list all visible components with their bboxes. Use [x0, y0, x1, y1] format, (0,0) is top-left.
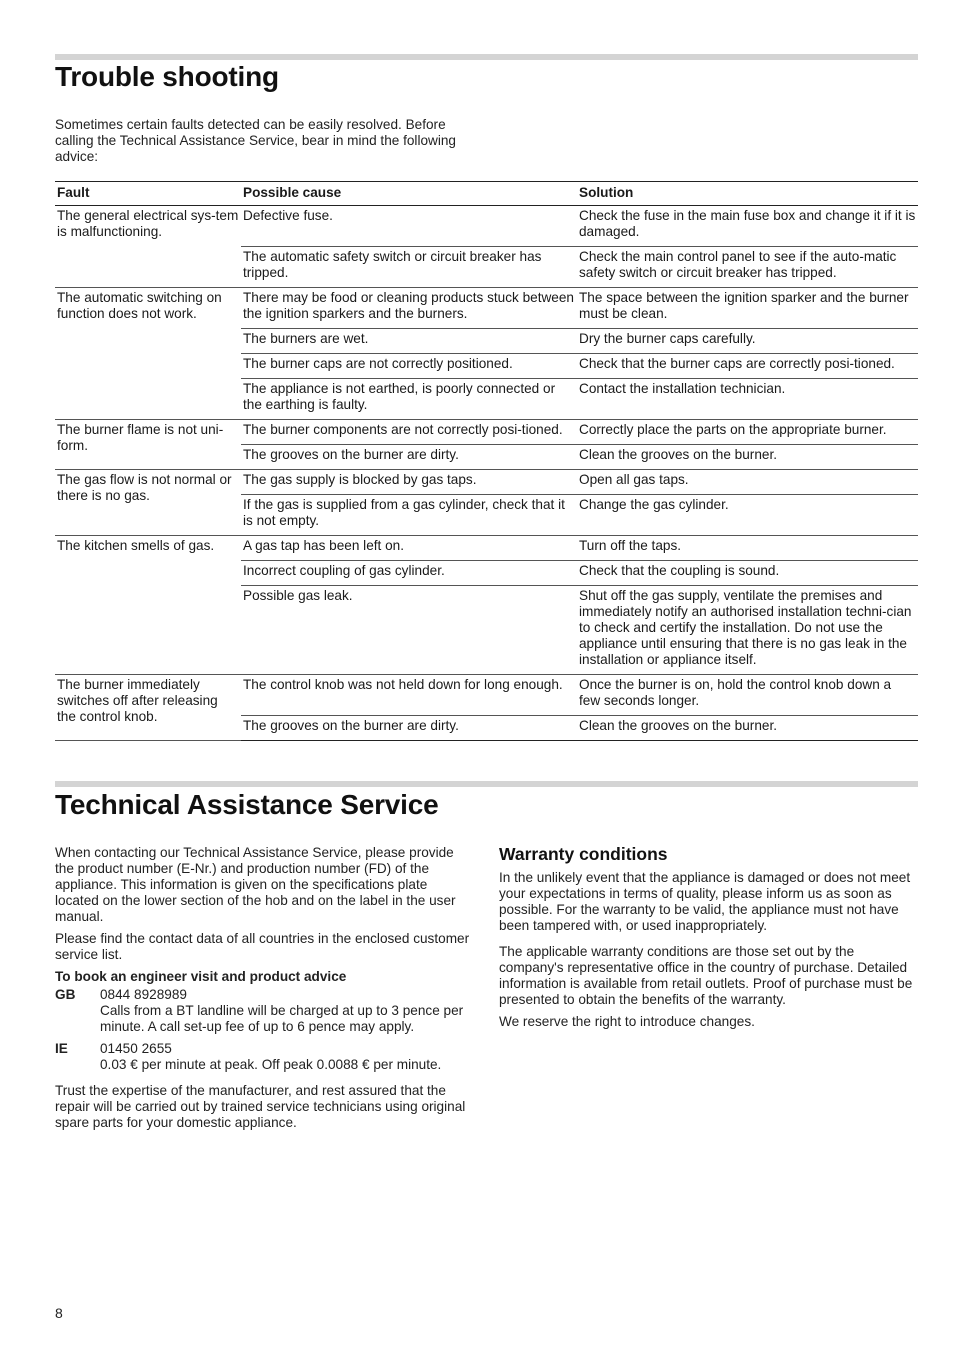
- solution-cell: Correctly place the parts on the appropriate burner.: [577, 420, 918, 445]
- cause-cell: Possible gas leak.: [241, 586, 577, 675]
- solution-cell: Clean the grooves on the burner.: [577, 716, 918, 741]
- table-body: [55, 206, 918, 741]
- fault-cell: The general electrical sys-tem is malfunctioning.: [55, 206, 241, 288]
- cause-cell: The control knob was not held down for long enough.: [241, 675, 577, 716]
- troubleshooting-intro: [55, 117, 465, 171]
- warranty-column: [499, 870, 919, 1036]
- fault-cell: The kitchen smells of gas.: [55, 536, 241, 675]
- table-row: [55, 470, 918, 495]
- warranty-para-2: The applicable warranty conditions are those set out by the company's representative office in the country of purchase. Detailed information is available from retail outlets. Proof of purchase must be presented to obtain the benefits of the warranty.: [499, 944, 913, 1007]
- table-row: [55, 420, 918, 445]
- table-row: [55, 675, 918, 716]
- service-column: [55, 845, 473, 1137]
- cause-cell: The grooves on the burner are dirty.: [241, 716, 577, 741]
- solution-cell: Once the burner is on, hold the control knob down a few seconds longer.: [577, 675, 918, 716]
- intro-text: Sometimes certain faults detected can be easily resolved. Before calling the Technical Assistance Service, bear in mind the following advice:: [55, 117, 456, 164]
- contact-note: 0.03 € per minute at peak. Off peak 0.0088 € per minute.: [100, 1057, 442, 1072]
- table-row: [55, 536, 918, 561]
- contact-ie: [55, 1041, 473, 1073]
- solution-cell: Check that the burner caps are correctly posi-tioned.: [577, 354, 918, 379]
- cause-cell: The grooves on the burner are dirty.: [241, 445, 577, 470]
- contact-number: 0844 8928989: [100, 987, 187, 1002]
- warranty-title: Warranty conditions: [499, 844, 668, 864]
- solution-cell: Check the main control panel to see if the auto-matic safety switch or circuit breaker has tripped.: [577, 247, 918, 288]
- cause-cell: The burner caps are not correctly positioned.: [241, 354, 577, 379]
- cause-cell: The burners are wet.: [241, 329, 577, 354]
- fault-cell: The burner immediately switches off after releasing the control knob.: [55, 675, 241, 741]
- contact-note: Calls from a BT landline will be charged at up to 3 pence per minute. A call set-up fee of up to 6 pence may apply.: [100, 1003, 464, 1034]
- contact-code: GB: [55, 987, 76, 1002]
- header-fault: Fault: [55, 182, 241, 206]
- contact-gb: [55, 987, 473, 1035]
- contact-code: IE: [55, 1041, 68, 1056]
- table-header-row: [55, 182, 918, 206]
- cause-cell: The burner components are not correctly posi-tioned.: [241, 420, 577, 445]
- page-number: 8: [55, 1305, 63, 1321]
- service-para-3: Trust the expertise of the manufacturer, and rest assured that the repair will be carried out by trained service technicians using original spare parts for your domestic appliance.: [55, 1083, 466, 1130]
- table-row: [55, 288, 918, 329]
- solution-cell: The space between the ignition sparker and the burner must be clean.: [577, 288, 918, 329]
- contact-number: 01450 2655: [100, 1041, 172, 1056]
- cause-cell: The appliance is not earthed, is poorly connected or the earthing is faulty.: [241, 379, 577, 420]
- cause-cell: Defective fuse.: [241, 206, 577, 247]
- solution-cell: Open all gas taps.: [577, 470, 918, 495]
- solution-cell: Turn off the taps.: [577, 536, 918, 561]
- cause-cell: There may be food or cleaning products stuck between the ignition sparkers and the burners.: [241, 288, 577, 329]
- solution-cell: Clean the grooves on the burner.: [577, 445, 918, 470]
- booking-heading: To book an engineer visit and product advice: [55, 969, 347, 984]
- solution-cell: Check that the coupling is sound.: [577, 561, 918, 586]
- solution-cell: Change the gas cylinder.: [577, 495, 918, 536]
- service-para-2: Please find the contact data of all countries in the enclosed customer service list.: [55, 931, 470, 962]
- solution-cell: Check the fuse in the main fuse box and change it if it is damaged.: [577, 206, 918, 247]
- section-rule-top: [55, 54, 918, 60]
- cause-cell: The automatic safety switch or circuit breaker has tripped.: [241, 247, 577, 288]
- warranty-para-3: We reserve the right to introduce changes.: [499, 1014, 755, 1029]
- header-solution: Solution: [577, 182, 918, 206]
- cause-cell: A gas tap has been left on.: [241, 536, 577, 561]
- troubleshooting-title: Trouble shooting: [55, 61, 279, 92]
- fault-cell: The burner flame is not uni-form.: [55, 420, 241, 470]
- table-row: [55, 206, 918, 247]
- service-title: Technical Assistance Service: [55, 789, 439, 820]
- cause-cell: If the gas is supplied from a gas cylinder, check that it is not empty.: [241, 495, 577, 536]
- fault-cell: The gas flow is not normal or there is no gas.: [55, 470, 241, 536]
- cause-cell: Incorrect coupling of gas cylinder.: [241, 561, 577, 586]
- warranty-para-1: In the unlikely event that the appliance is damaged or does not meet your expectations in terms of quality, please inform us as soon as possible. For the warranty to be valid, the appliance must not have been tampered with, or used inappropriately.: [499, 870, 911, 933]
- solution-cell: Dry the burner caps carefully.: [577, 329, 918, 354]
- fault-cell: The automatic switching on function does not work.: [55, 288, 241, 420]
- troubleshooting-table: [55, 181, 918, 741]
- service-para-1: When contacting our Technical Assistance Service, please provide the product number (E-Nr.) and production number (FD) of the appliance. This information is given on the specifications plate located on the lower section of the hob and on the label in the user manual.: [55, 845, 456, 924]
- solution-cell: Contact the installation technician.: [577, 379, 918, 420]
- solution-cell: Shut off the gas supply, ventilate the premises and immediately notify an authorised installation techni-cian to check and certify the installation. Do not use the appliance until ensuring that there is no gas leak in the installation or appliance itself.: [577, 586, 918, 675]
- header-cause: Possible cause: [241, 182, 577, 206]
- section-rule-service: [55, 781, 918, 787]
- cause-cell: The gas supply is blocked by gas taps.: [241, 470, 577, 495]
